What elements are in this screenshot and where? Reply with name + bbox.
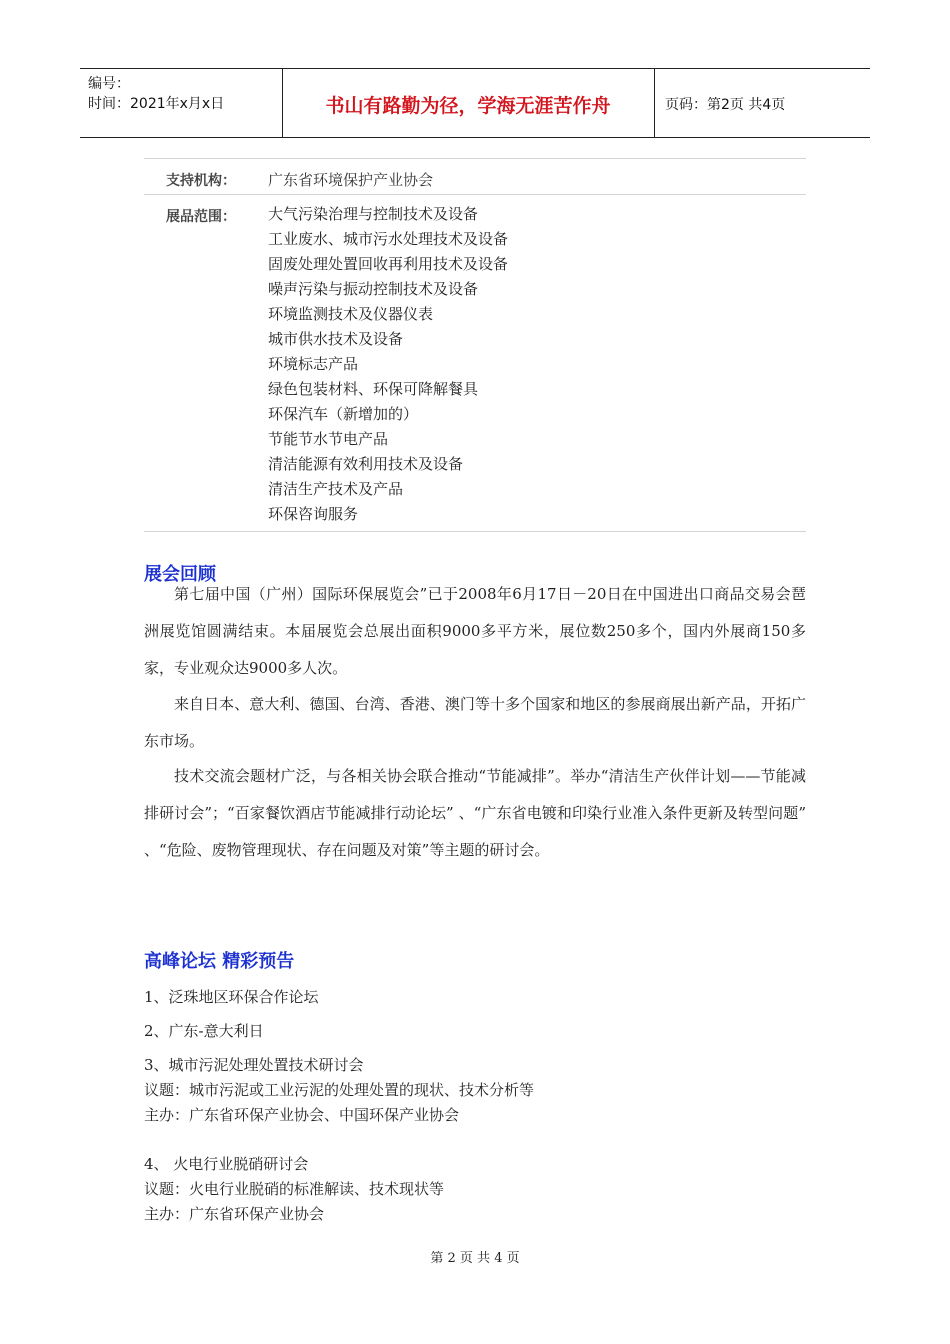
- forum-item-2: 2、广东-意大利日: [144, 1022, 264, 1040]
- list-item: 环保汽车（新增加的）: [268, 405, 419, 423]
- list-item: 环境监测技术及仪器仪表: [268, 305, 434, 323]
- header-motto-cell: [282, 69, 655, 137]
- list-item: 噪声污染与振动控制技术及设备: [268, 280, 479, 298]
- header-meta-cell: [80, 69, 283, 137]
- forum-item-4-host: 主办：广东省环保产业协会: [144, 1205, 325, 1223]
- list-item: 环保咨询服务: [268, 505, 359, 523]
- page-footer: 第 2 页 共 4 页: [430, 1251, 520, 1266]
- list-item: 环境标志产品: [268, 355, 359, 373]
- forum-item-3: 3、城市污泥处理处置技术研讨会: [144, 1056, 364, 1074]
- info-rule-middle: [144, 194, 806, 195]
- review-paragraph-1: 第七届中国（广州）国际环保展览会”已于2008年6月17日－20日在中国进出口商品交易会琶洲展览馆圆满结束。本届展览会总展出面积9000多平方米，展位数250多个，国内外展商150多家，专业观众达9000多人次。: [144, 585, 806, 677]
- code-label: 编号：: [88, 76, 130, 92]
- time-label: 时间：2021年x月x日: [88, 96, 225, 112]
- list-item: 清洁能源有效利用技术及设备: [268, 455, 464, 473]
- support-value: 广东省环境保护产业协会: [268, 171, 434, 189]
- motto: 书山有路勤为径，学海无涯苦作舟: [325, 95, 611, 117]
- support-label: 支持机构：: [166, 173, 236, 189]
- forum-heading: 高峰论坛 精彩预告: [144, 951, 295, 972]
- forum-item-3-host: 主办：广东省环保产业协会、中国环保产业协会: [144, 1106, 460, 1124]
- forum-item-1: 1、泛珠地区环保合作论坛: [144, 988, 319, 1006]
- list-item: 大气污染治理与控制技术及设备: [268, 205, 479, 223]
- list-item: 城市供水技术及设备: [268, 330, 404, 348]
- forum-item-4: 4、 火电行业脱硝研讨会: [144, 1155, 309, 1173]
- list-item: 固废处理处置回收再利用技术及设备: [268, 255, 509, 273]
- list-item: 绿色包装材料、环保可降解餐具: [268, 380, 479, 398]
- list-item: 节能节水节电产品: [268, 430, 389, 448]
- review-paragraph-3: 技术交流会题材广泛，与各相关协会联合推动“节能减排”。举办“清洁生产伙伴计划——节能减排研讨会”；“百家餐饮酒店节能减排行动论坛” 、“广东省电镀和印染行业准入条件更新及转型问题” 、“危险、废物管理现状、存在问题及对策”等主题的研讨会。: [144, 767, 806, 859]
- list-item: 清洁生产技术及产品: [268, 480, 404, 498]
- forum-item-4-topic: 议题：火电行业脱硝的标准解读、技术现状等: [144, 1180, 445, 1198]
- forum-item-3-topic: 议题：城市污泥或工业污泥的处理处置的现状、技术分析等: [144, 1081, 535, 1099]
- review-heading: 展会回顾: [144, 564, 216, 585]
- exhibits-label: 展品范围：: [166, 209, 236, 225]
- page-label: 页码：第2页 共4页: [665, 97, 786, 113]
- info-rule-top: [144, 158, 806, 159]
- list-item: 工业废水、城市污水处理技术及设备: [268, 230, 509, 248]
- page-header: [80, 68, 870, 138]
- header-page-cell: [655, 69, 870, 137]
- review-paragraph-2: 来自日本、意大利、德国、台湾、香港、澳门等十多个国家和地区的参展商展出新产品，开拓广东市场。: [144, 695, 806, 750]
- info-rule-bottom: [144, 531, 806, 532]
